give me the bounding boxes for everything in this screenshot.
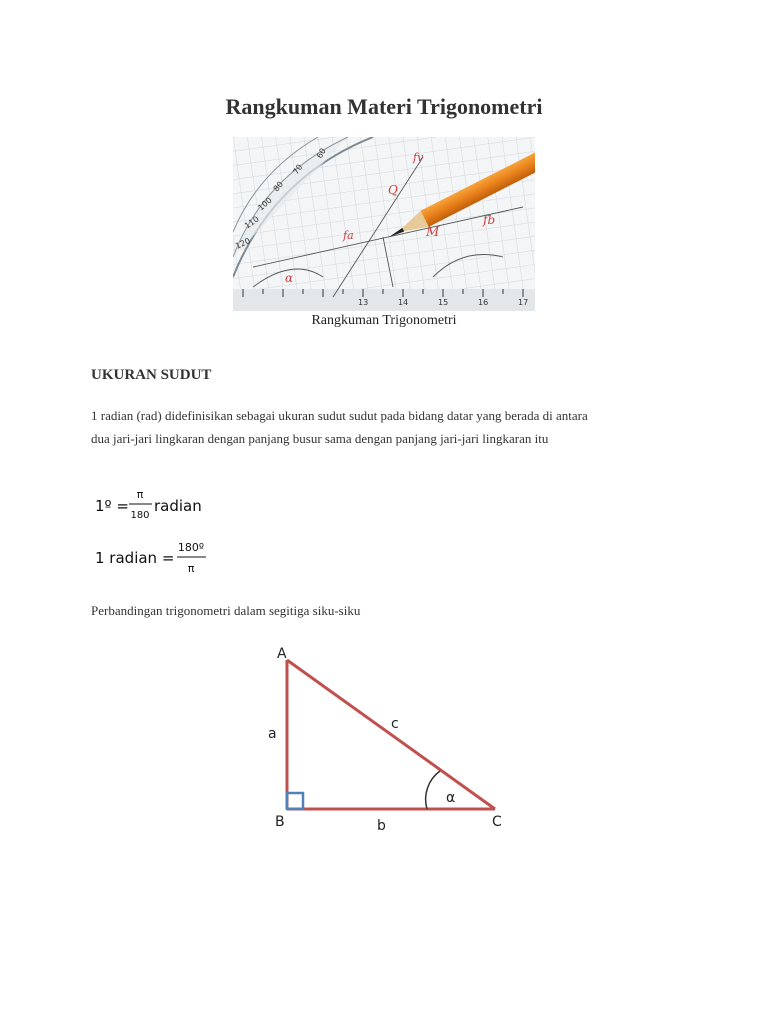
svg-text:80: 80	[271, 179, 286, 194]
svg-text:M: M	[426, 225, 440, 240]
angle-label: α	[446, 790, 456, 806]
svg-text:16: 16	[478, 298, 489, 307]
side-ac	[287, 660, 495, 809]
formula-lhs: 1 radian =	[95, 549, 175, 567]
side-b-label: b	[377, 818, 386, 834]
paragraph-line: 1 radian (rad) didefinisikan sebagai ukuran sudut sudut pada bidang datar yang berada di antara	[91, 408, 588, 423]
side-a-label: a	[268, 726, 277, 742]
formula-denominator: π	[187, 562, 195, 575]
formula-numerator: 180º	[177, 541, 205, 554]
right-angle-marker	[287, 793, 303, 809]
svg-text:fb: fb	[483, 213, 496, 227]
svg-text:fv: fv	[413, 151, 424, 164]
paragraph-line: dua jari-jari lingkaran dengan panjang busur sama dengan panjang jari-jari lingkaran itu	[91, 431, 549, 446]
svg-text:70: 70	[291, 162, 305, 177]
svg-text:110: 110	[242, 214, 261, 231]
comparison-text: Perbandingan trigonometri dalam segitiga siku-siku	[91, 603, 361, 618]
svg-text:100: 100	[256, 195, 274, 213]
svg-text:α: α	[285, 271, 294, 285]
vertex-b-label: B	[275, 814, 285, 830]
svg-text:120: 120	[234, 236, 252, 251]
image-caption: Rangkuman Trigonometri	[311, 313, 457, 328]
right-triangle-diagram	[262, 640, 512, 835]
svg-text:15: 15	[438, 298, 449, 307]
svg-text:13: 13	[358, 298, 369, 307]
svg-text:60: 60	[314, 146, 328, 160]
trigonometry-photo-graphic	[233, 137, 535, 311]
formula-denominator: 180	[130, 510, 150, 521]
formula-unit: radian	[154, 497, 202, 515]
svg-text:14: 14	[398, 298, 409, 307]
svg-text:17: 17	[518, 298, 529, 307]
degree-to-radian-formula	[91, 484, 221, 526]
trigonometry-photo	[233, 137, 535, 311]
formula-numerator: π	[136, 488, 144, 501]
svg-text:fa: fa	[343, 229, 354, 242]
vertex-c-label: C	[492, 814, 502, 830]
formula-lhs: 1º =	[95, 497, 129, 515]
radian-to-degree-formula	[91, 536, 221, 580]
svg-text:Q: Q	[388, 183, 398, 197]
vertex-a-label: A	[277, 646, 287, 662]
side-c-label: c	[391, 716, 399, 732]
definition-paragraph	[91, 404, 691, 450]
page-title: Rangkuman Materi Trigonometri	[225, 94, 543, 119]
angle-arc	[426, 771, 440, 809]
section-heading: UKURAN SUDUT	[91, 367, 212, 383]
